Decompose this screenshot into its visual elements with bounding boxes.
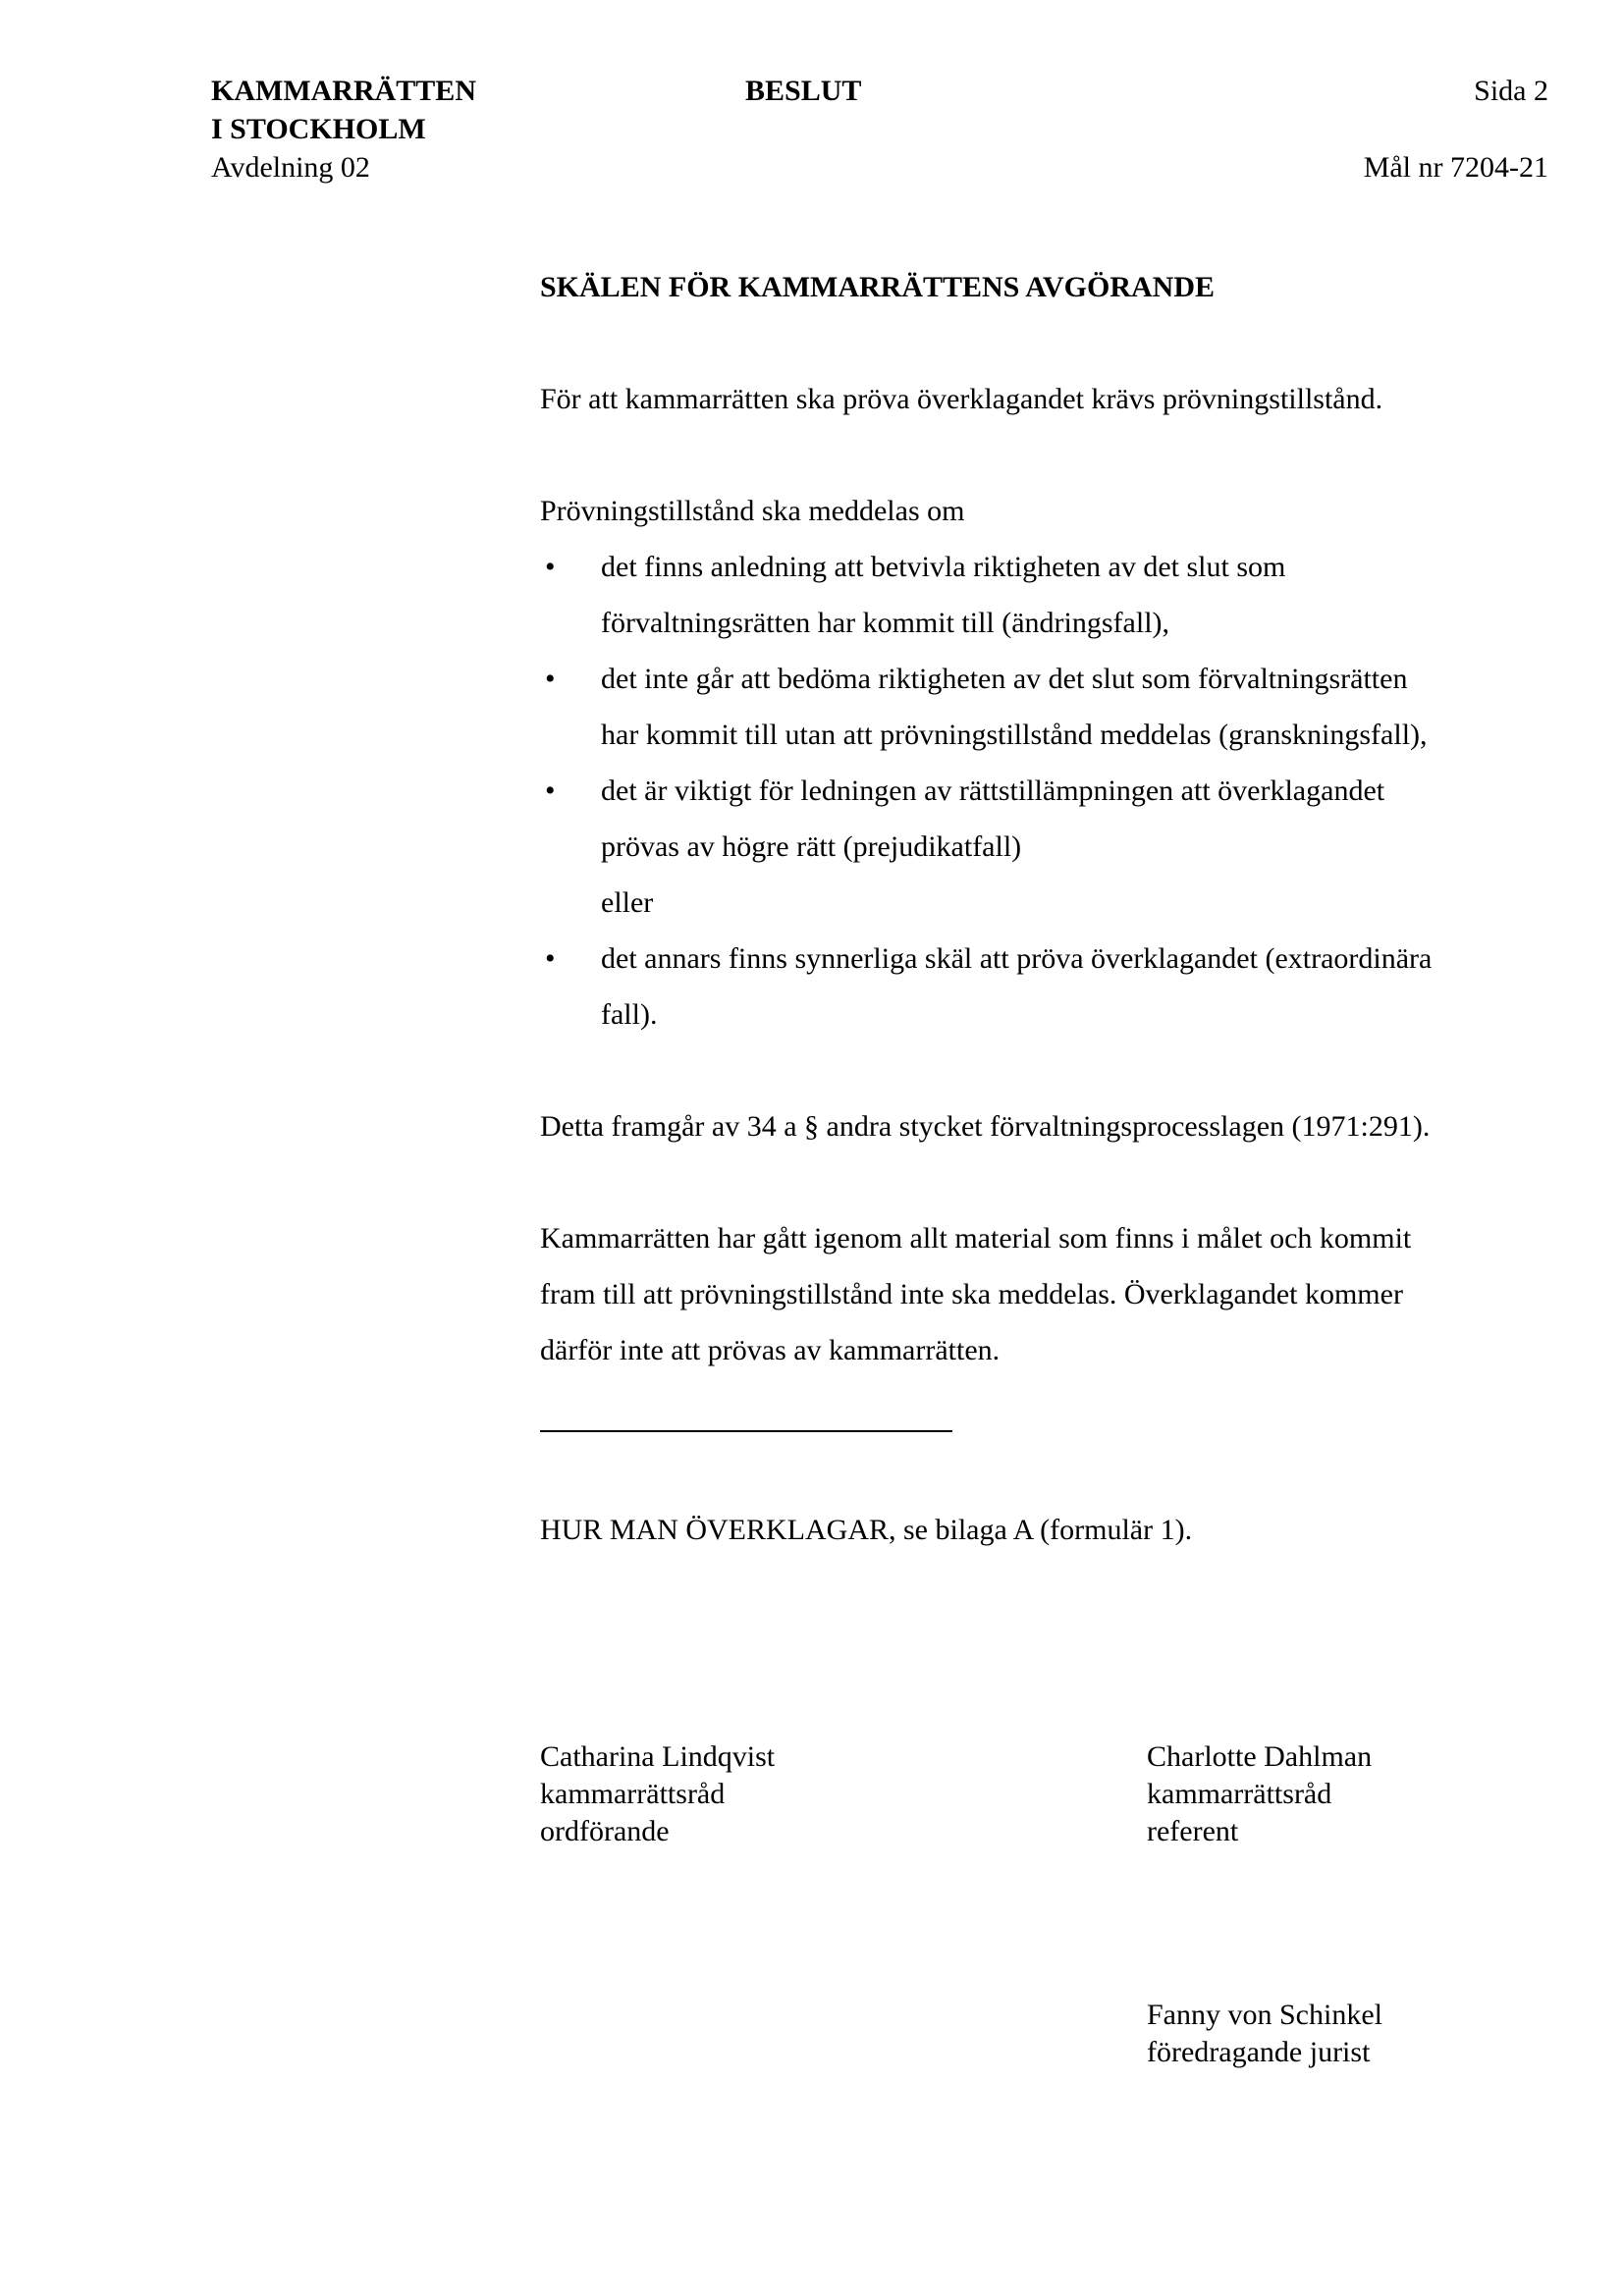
page-number: Sida 2 bbox=[1474, 75, 1548, 107]
signature-separator-line bbox=[540, 1430, 952, 1432]
conclusion-line: därför inte att prövas av kammarrätten. bbox=[540, 1334, 1001, 1366]
criterion-text bbox=[601, 763, 1384, 931]
signer-role: referent bbox=[1147, 1815, 1239, 1847]
criterion-line: har kommit till utan att prövningstillstånd meddelas (granskningsfall), bbox=[601, 719, 1428, 751]
conclusion-paragraph bbox=[540, 1210, 1534, 1378]
signature-judge-left bbox=[540, 1738, 1147, 1850]
list-item bbox=[540, 931, 1534, 1042]
signature-judge-right bbox=[1147, 1738, 1372, 1850]
criteria-intro: Prövningstillstånd ska meddelas om bbox=[540, 495, 965, 527]
criteria-list bbox=[540, 539, 1534, 1042]
criterion-line: prövas av högre rätt (prejudikatfall) bbox=[601, 830, 1022, 863]
signer-name: Catharina Lindqvist bbox=[540, 1740, 776, 1773]
signature-spacer bbox=[540, 1997, 1147, 2071]
signer-title: kammarrättsråd bbox=[540, 1778, 726, 1810]
list-item bbox=[540, 651, 1534, 763]
signature-clerk bbox=[1147, 1997, 1382, 2071]
criterion-text bbox=[601, 539, 1285, 651]
section-heading: SKÄLEN FÖR KAMMARRÄTTENS AVGÖRANDE bbox=[540, 271, 1216, 303]
signer-title: föredragande jurist bbox=[1147, 2036, 1371, 2068]
bullet-icon: • bbox=[545, 551, 556, 583]
court-identity bbox=[211, 72, 476, 187]
criterion-line: det inte går att bedöma riktigheten av det slut som förvaltningsrätten bbox=[601, 663, 1408, 695]
court-name-line1: KAMMARRÄTTEN bbox=[211, 75, 476, 107]
conclusion-line: fram till att prövningstillstånd inte ska meddelas. Överklagandet kommer bbox=[540, 1278, 1403, 1310]
criterion-line: det finns anledning att betvivla riktigheten av det slut som bbox=[601, 551, 1286, 583]
signer-role: ordförande bbox=[540, 1815, 670, 1847]
signer-title: kammarrättsråd bbox=[1147, 1778, 1332, 1810]
bullet-icon: • bbox=[545, 774, 556, 807]
conclusion-line: Kammarrätten har gått igenom allt material som finns i målet och kommit bbox=[540, 1222, 1412, 1255]
document-type-label: BESLUT bbox=[745, 75, 862, 107]
signer-name: Charlotte Dahlman bbox=[1147, 1740, 1373, 1773]
case-number: Mål nr 7204-21 bbox=[1363, 151, 1548, 184]
bullet-icon: • bbox=[545, 663, 556, 695]
criterion-text bbox=[601, 651, 1428, 763]
statute-reference: Detta framgår av 34 a § andra stycket förvaltningsprocesslagen (1971:291). bbox=[540, 1110, 1431, 1143]
criterion-line: det annars finns synnerliga skäl att pröva överklagandet (extraordinära bbox=[601, 942, 1433, 975]
court-name-line2: I STOCKHOLM bbox=[211, 113, 426, 145]
bullet-icon: • bbox=[545, 942, 556, 975]
criterion-text bbox=[601, 931, 1432, 1042]
criterion-line: förvaltningsrätten har kommit till (ändringsfall), bbox=[601, 607, 1170, 639]
court-department: Avdelning 02 bbox=[211, 151, 370, 184]
appeal-instruction: HUR MAN ÖVERKLAGAR, se bilaga A (formulär 1). bbox=[540, 1514, 1193, 1546]
list-item bbox=[540, 763, 1534, 931]
criterion-line: det är viktigt för ledningen av rättstillämpningen att överklagandet bbox=[601, 774, 1385, 807]
decision-body bbox=[540, 259, 1534, 2071]
signature-block-clerk bbox=[540, 1997, 1534, 2071]
signature-block-judges bbox=[540, 1738, 1534, 1850]
criterion-connector: eller bbox=[601, 886, 654, 919]
intro-paragraph: För att kammarrätten ska pröva överklagandet krävs prövningstillstånd. bbox=[540, 383, 1383, 415]
list-item bbox=[540, 539, 1534, 651]
criterion-line: fall). bbox=[601, 998, 658, 1031]
signer-name: Fanny von Schinkel bbox=[1147, 1999, 1382, 2031]
